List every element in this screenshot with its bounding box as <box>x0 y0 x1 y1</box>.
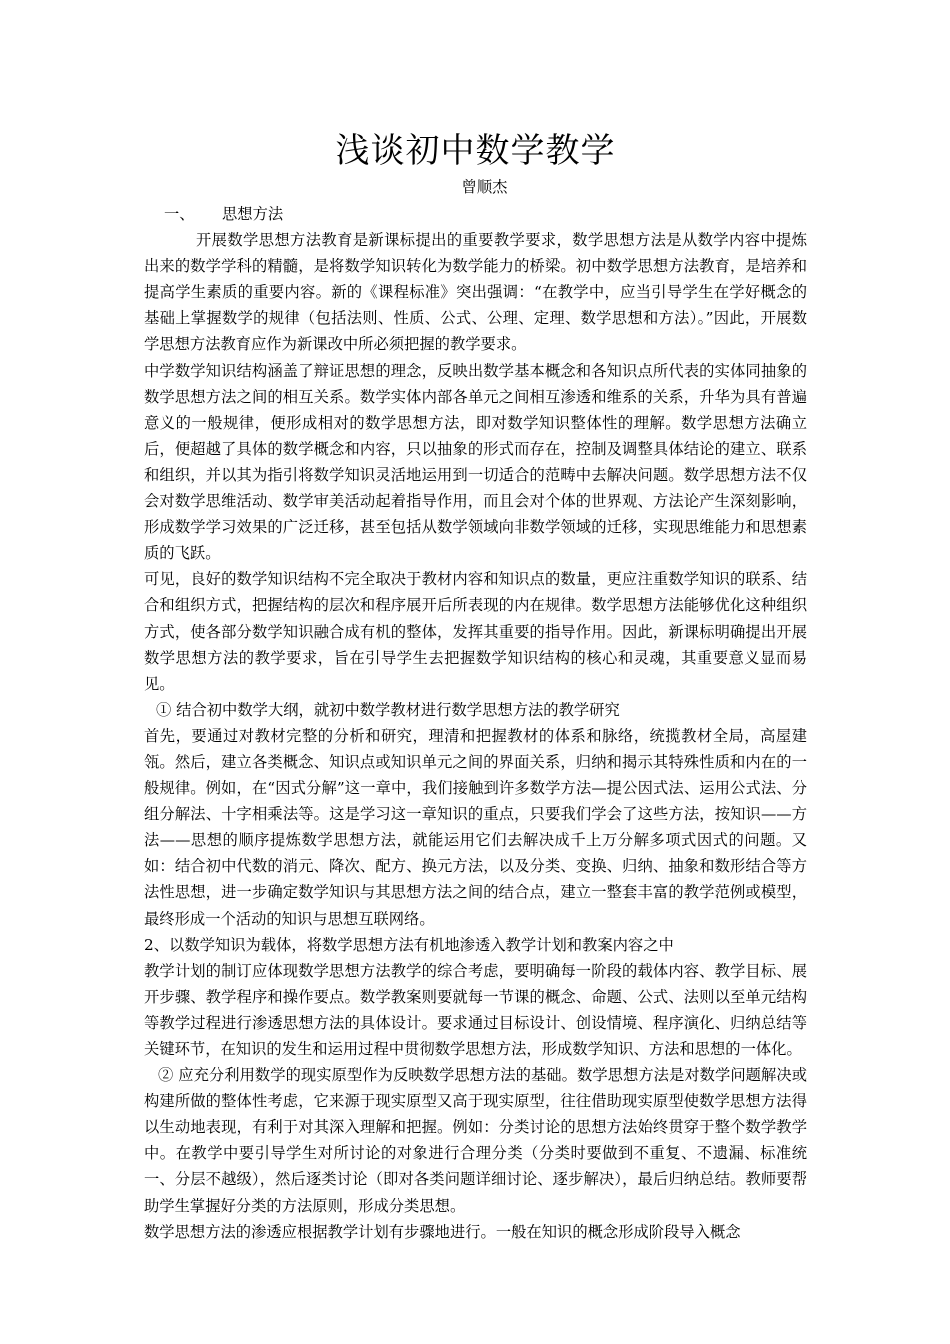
paragraph-textbook-analysis: 首先，要通过对教材完整的分析和研究，理清和把握教材的体系和脉络，统揽教材全局，高屋建瓴。然后，建立各类概念、知识点或知识单元之间的界面关系，归纳和揭示其特殊性质和内在的一般规律。例如，在“因式分解”这一章中，我们接触到许多数学方法—提公因式法、运用公式法、分组分解法、十字相乘法等。这是学习这一章知识的重点，只要我们学会了这些方法，按知识——方法——思想的顺序提炼数学思想方法，就能运用它们去解决成千上万分解多项式因式的问题。又如：结合初中代数的消元、降次、配方、换元方法，以及分类、变换、归纳、抽象和数形结合等方法性思想，进一步确定数学知识与其思想方法之间的结合点，建立一整套丰富的教学范例或模型，最终形成一个活动的知识与思想互联网络。 <box>144 726 807 928</box>
subheading-1: ① 结合初中数学大纲，就初中数学教材进行数学思想方法的教学研究 <box>156 700 620 719</box>
paragraph-permeation: 数学思想方法的渗透应根据教学计划有步骤地进行。一般在知识的概念形成阶段导入概念 <box>144 1222 741 1241</box>
document-author: 曾顺杰 <box>461 178 508 196</box>
paragraph-conclusion: 可见，良好的数学知识结构不完全取决于教材内容和知识点的数量，更应注重数学知识的联系、结合和组织方式，把握结构的层次和程序展开后所表现的内在规律。数学思想方法能够优化这种组织方式，使各部分数学知识融合成有机的整体，发挥其重要的指导作用。因此，新课标明确提出开展数学思想方法的教学要求，旨在引导学生去把握数学知识结构的核心和灵魂，其重要意义显而易见。 <box>144 570 807 693</box>
paragraph-real-prototype: ② 应充分利用数学的现实原型作为反映数学思想方法的基础。数学思想方法是对数学问题解决或构建所做的整体性考虑，它来源于现实原型又高于现实原型，往往借助现实原型使数学思想方法得以生动地表现，有利于对其深入理解和把握。例如：分类讨论的思想方法始终贯穿于整个数学教学中。在教学中要引导学生对所讨论的对象进行合理分类（分类时要做到不重复、不遗漏、标准统一、分层不越级），然后逐类讨论（即对各类问题详细讨论、逐步解决），最后归纳总结。教师要帮助学生掌握好分类的方法原则，形成分类思想。 <box>144 1066 807 1215</box>
paragraph-teaching-plan: 教学计划的制订应体现数学思想方法教学的综合考虑，要明确每一阶段的载体内容、教学目标、展开步骤、教学程序和操作要点。数学教案则要就每一节课的概念、命题、公式、法则以至单元结构等教学过程进行渗透思想方法的具体设计。要求通过目标设计、创设情境、程序演化、归纳总结等关键环节，在知识的发生和运用过程中贯彻数学思想方法，形成数学知识、方法和思想的一体化。 <box>144 961 807 1058</box>
document-body <box>144 201 807 1245</box>
paragraph-intro: 开展数学思想方法教育是新课标提出的重要教学要求，数学思想方法是从数学内容中提炼出来的数学学科的精髓，是将数学知识转化为数学能力的桥梁。初中数学思想方法教育，是培养和提高学生素质的重要内容。新的《课程标准》突出强调：“在教学中，应当引导学生在学好概念的基础上掌握数学的规律（包括法则、性质、公式、公理、定理、数学思想和方法）。”因此，开展数学思想方法教育应作为新课改中所必须把握的教学要求。 <box>144 231 807 354</box>
section-title: 思想方法 <box>222 205 284 223</box>
paragraph-structure: 中学数学知识结构涵盖了辩证思想的理念，反映出数学基本概念和各知识点所代表的实体同抽象的数学思想方法之间的相互关系。数学实体内部各单元之间相互渗透和维系的关系，升华为具有普遍意义的一般规律，便形成相对的数学思想方法，即对数学知识整体性的理解。数学思想方法确立后，便超越了具体的数学概念和内容，只以抽象的形式而存在，控制及调整具体结论的建立、联系和组织，并以其为指引将数学知识灵活地运用到一切适合的范畴中去解决问题。数学思想方法不仅会对数学思维活动、数学审美活动起着指导作用，而且会对个体的世界观、方法论产生深刻影响，形成数学学习效果的广泛迁移，甚至包括从数学领域向非数学领域的迁移，实现思维能力和思想素质的飞跃。 <box>144 361 807 563</box>
section-number: 一、 <box>164 205 195 223</box>
section-heading <box>144 201 807 227</box>
subheading-2: 2、以数学知识为载体，将数学思想方法有机地渗透入教学计划和教案内容之中 <box>144 935 674 954</box>
document-title: 浅谈初中数学教学 <box>335 131 616 171</box>
